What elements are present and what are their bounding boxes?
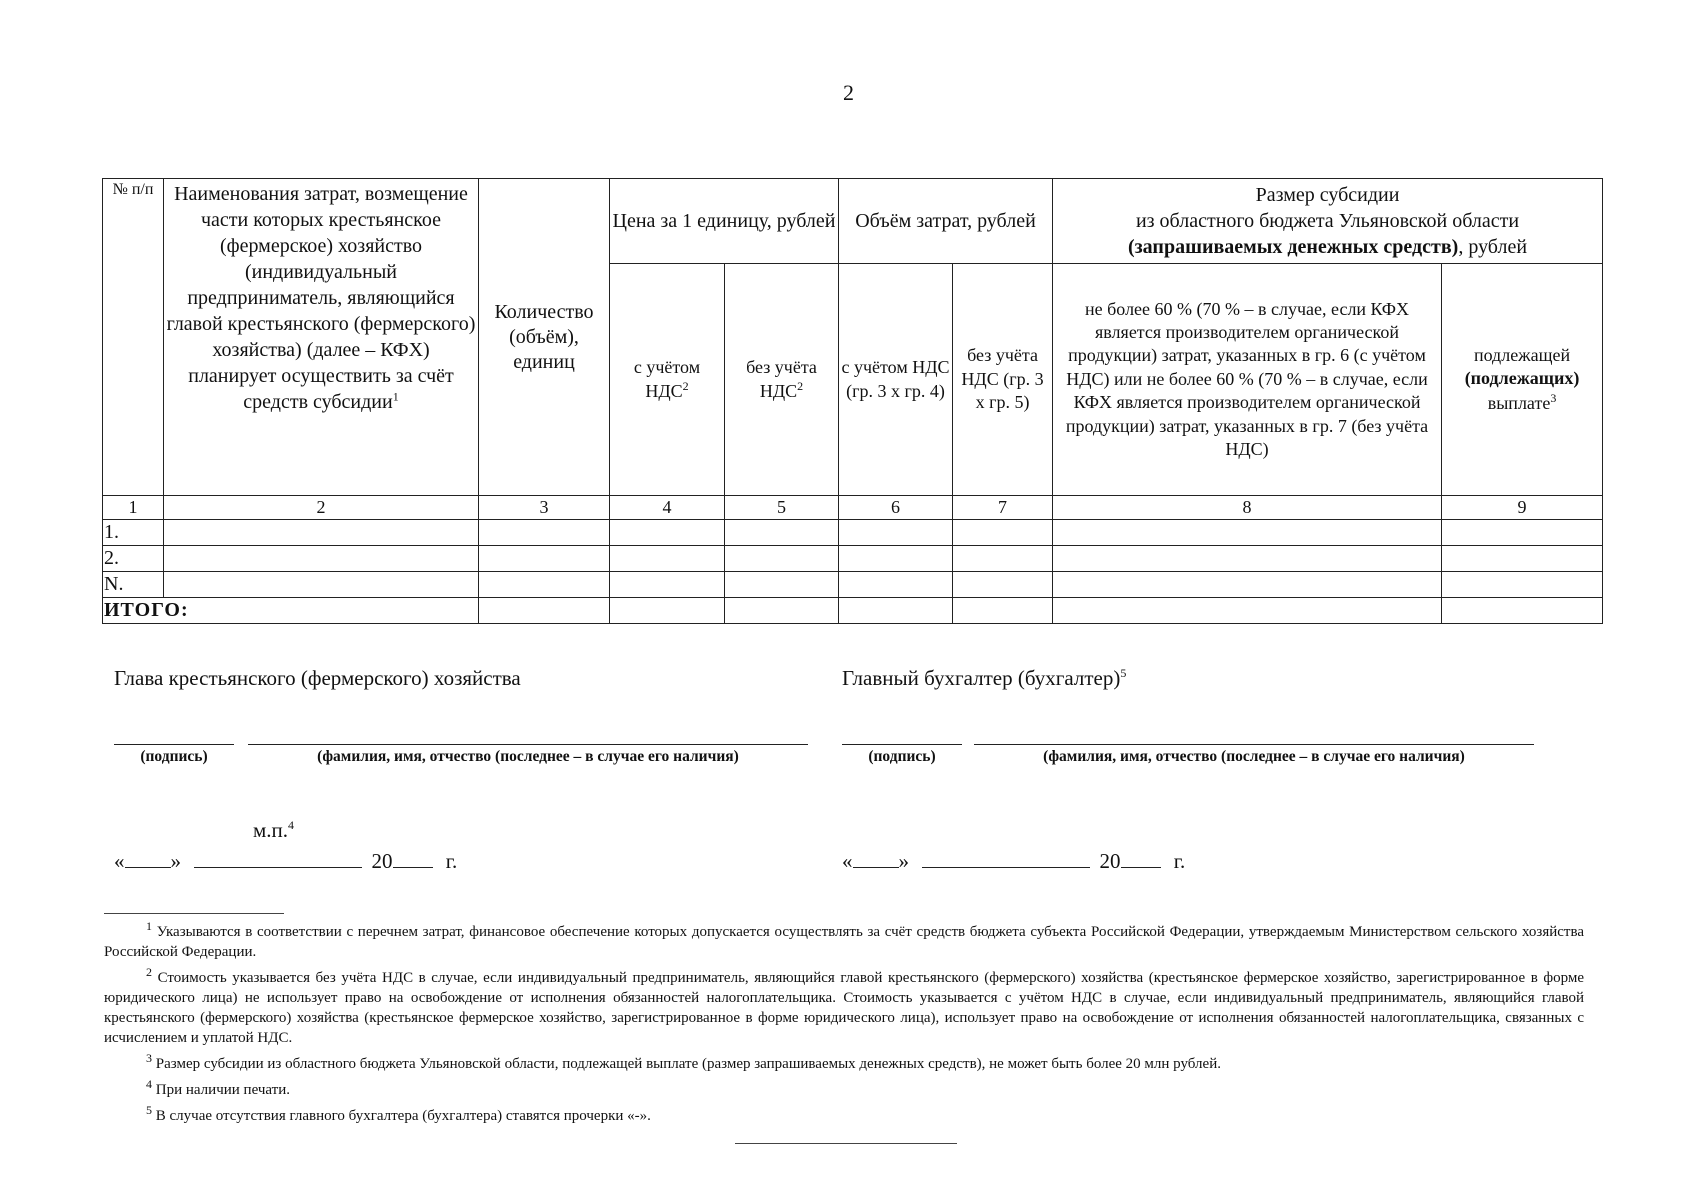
- header-volume-without-vat: без учёта НДС (гр. 3 х гр. 5): [953, 264, 1053, 496]
- column-number: 5: [725, 496, 839, 520]
- table-cell[interactable]: [164, 519, 479, 545]
- table-cell[interactable]: [479, 519, 610, 545]
- footnote-separator: [104, 913, 284, 914]
- table-cell[interactable]: [953, 571, 1053, 597]
- signature-caption: (подпись): [140, 748, 208, 765]
- footnote: $^5$ В случае отсутствия главного бухгалтера (бухгалтера) ставятся прочерки «-».: [146, 1103, 651, 1124]
- header-row-number: № п/п: [103, 179, 164, 496]
- table-cell[interactable]: [953, 545, 1053, 571]
- table-cell[interactable]: [839, 545, 953, 571]
- column-number: 3: [479, 496, 610, 520]
- header-price-with-vat: с учётом НДС$^2$: [610, 264, 725, 496]
- signature-line[interactable]: [114, 744, 234, 745]
- footnote: $^3$ Размер субсидии из областного бюджета Ульяновской области, подлежащей выплате (размер запрашиваемых денежных средств), не может быть более 20 млн рублей.: [146, 1051, 1221, 1072]
- date-field[interactable]: « » 20 г.: [842, 849, 1186, 873]
- table-cell[interactable]: [953, 597, 1053, 623]
- footnotes: [104, 916, 1584, 1126]
- table-cell[interactable]: [164, 571, 479, 597]
- header-price-without-vat: без учёта НДС$^2$: [725, 264, 839, 496]
- total-row: [103, 597, 1603, 623]
- table-cell[interactable]: [725, 597, 839, 623]
- table-cell[interactable]: [610, 519, 725, 545]
- header-cost-volume: Объём затрат, рублей: [839, 179, 1053, 264]
- column-number: 8: [1053, 496, 1442, 520]
- column-number: 9: [1442, 496, 1603, 520]
- name-caption: (фамилия, имя, отчество (последнее – в случае его наличия): [1043, 748, 1465, 765]
- table-cell[interactable]: [479, 571, 610, 597]
- chief-accountant-title: Главный бухгалтер (бухгалтер)$^5$: [842, 666, 1127, 690]
- signature-line[interactable]: [842, 744, 962, 745]
- column-numbers-row: [103, 496, 1603, 520]
- footnote: $^2$ Стоимость указывается без учёта НДС в случае, если индивидуальный предприниматель, являющийся главой крестьянского (фермерского) хозяйства (крестьянское фермерское хозяйство, зарегистрированное в форме юридического лица) не использует право на освобождение от исполнения обязанностей налогоплательщика. Стоимость указывается с учётом НДС в случае, если индивидуальный предприниматель, являющийся главой крестьянского (фермерского) хозяйства (крестьянское фермерское хозяйство, зарегистрированное в форме юридического лица), использует право на освобождение от исполнения обязанностей налогоплательщика, связанных с исчислением и уплатой НДС.: [104, 965, 1584, 1046]
- table-cell[interactable]: [725, 545, 839, 571]
- row-label: 1.: [103, 519, 164, 545]
- column-number: 6: [839, 496, 953, 520]
- table-cell[interactable]: [610, 545, 725, 571]
- table-cell[interactable]: [725, 519, 839, 545]
- table-row: [103, 545, 1603, 571]
- table-cell[interactable]: [1442, 545, 1603, 571]
- column-number: 1: [103, 496, 164, 520]
- row-label: 2.: [103, 545, 164, 571]
- header-cost-name: Наименования затрат, возмещение части которых крестьянское (фермерское) хозяйство (индивидуальный предприниматель, являющийся главой крестьянского (фермерского) хозяйства) (далее – КФХ) планирует осуществить за счёт средств субсидии$^1$: [164, 179, 479, 496]
- table-cell[interactable]: [1053, 545, 1442, 571]
- signature-caption: (подпись): [868, 748, 936, 765]
- row-label: N.: [103, 571, 164, 597]
- header-quantity: Количество (объём), единиц: [479, 179, 610, 496]
- header-subsidy-limit: не более 60 % (70 % – в случае, если КФХ является производителем органической продукции) затрат, указанных в гр. 6 (с учётом НДС) или не более 60 % (70 % – в случае, если КФХ является производителем органической продукции) затрат, указанных в гр. 7 (без учёта НДС): [1053, 264, 1442, 496]
- name-line[interactable]: [974, 744, 1534, 745]
- header-volume-with-vat: с учётом НДС (гр. 3 х гр. 4): [839, 264, 953, 496]
- table-cell[interactable]: [953, 519, 1053, 545]
- column-number: 2: [164, 496, 479, 520]
- table-row: [103, 571, 1603, 597]
- footnote: $^4$ При наличии печати.: [146, 1077, 290, 1098]
- name-line[interactable]: [248, 744, 808, 745]
- end-separator: [735, 1143, 957, 1144]
- column-number: 7: [953, 496, 1053, 520]
- farm-head-title: Глава крестьянского (фермерского) хозяйства: [114, 666, 521, 690]
- table-cell[interactable]: [1442, 571, 1603, 597]
- table-cell[interactable]: [839, 597, 953, 623]
- table-cell[interactable]: [1442, 597, 1603, 623]
- table-cell[interactable]: [164, 545, 479, 571]
- table-cell[interactable]: [610, 597, 725, 623]
- header-subsidy-payable: подлежащей (подлежащих) выплате$^3$: [1442, 264, 1603, 496]
- cost-table: [102, 178, 1603, 624]
- table-cell[interactable]: [839, 519, 953, 545]
- table-cell[interactable]: [1053, 597, 1442, 623]
- header-unit-price: Цена за 1 единицу, рублей: [610, 179, 839, 264]
- footnote: $^1$ Указываются в соответствии с перечнем затрат, финансовое обеспечение которых допускается осуществлять за счёт средств бюджета субъекта Российской Федерации, утверждаемым Министерством сельского хозяйства Российской Федерации.: [104, 919, 1585, 960]
- column-number: 4: [610, 496, 725, 520]
- table-row: [103, 519, 1603, 545]
- table-cell[interactable]: [725, 571, 839, 597]
- table-cell[interactable]: [1053, 571, 1442, 597]
- table-cell[interactable]: [479, 545, 610, 571]
- table-cell[interactable]: [839, 571, 953, 597]
- date-field[interactable]: « » 20 г.: [114, 849, 458, 873]
- page-number: 2: [843, 80, 854, 105]
- table-cell[interactable]: [1053, 519, 1442, 545]
- table-cell[interactable]: [1442, 519, 1603, 545]
- total-label: ИТОГО:: [103, 597, 479, 623]
- table-cell[interactable]: [479, 597, 610, 623]
- name-caption: (фамилия, имя, отчество (последнее – в случае его наличия): [317, 748, 739, 765]
- table-cell[interactable]: [610, 571, 725, 597]
- header-subsidy-size: Размер субсидии из областного бюджета Ульяновской области (запрашиваемых денежных средств), рублей: [1053, 179, 1603, 264]
- stamp-place: м.п.$^4$: [253, 818, 295, 842]
